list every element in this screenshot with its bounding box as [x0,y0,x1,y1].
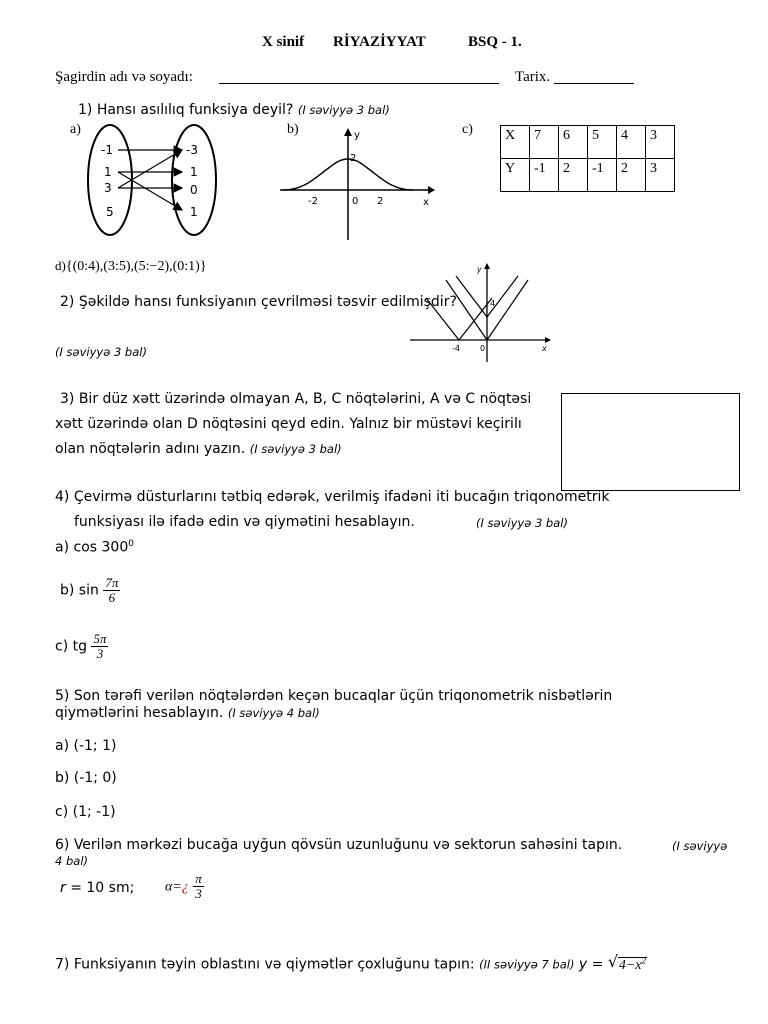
q1-table-x-cell: 3 [646,126,675,159]
q4-c-fraction [91,632,108,661]
q4-a [55,539,134,556]
q1-b-label: b) [287,122,299,137]
test-label: BSQ - 1. [468,34,522,50]
q1-d-line [55,258,207,275]
q3-line3-wrap [55,441,342,457]
q6-note-a: (I səviyyə [672,839,728,853]
q3-answer-box [561,393,740,491]
q1-d-label: d) [55,258,66,273]
q1-a-right-0: -3 [186,143,198,157]
q6-r-value: = 10 sm; [65,880,135,896]
q6-alpha-denominator: 3 [195,886,202,901]
q4-a-text: a) cos 300 [55,539,129,556]
q7-y-eq: y = [578,956,604,973]
q5-line1: 5) Son tərəfi verilən nöqtələrdən keçən bucaqlar üçün triqonometrik nisbətlərin [55,688,613,704]
q4-b-denominator: 6 [108,590,116,605]
q1-xy-table [500,125,675,192]
q4-c-denominator: 3 [96,646,104,661]
q1-a-right-3: 1 [190,205,198,219]
q1-a-label: a) [70,122,81,137]
q1-a-left-1: 1 [104,165,112,179]
grade-label: X sinif [262,34,305,50]
q1-a-left-2: 3 [104,181,112,195]
q7-radicand-wrap [618,957,647,973]
q6-alpha-glyph: ¿ [181,879,189,895]
q1-a-right-2: 0 [190,183,198,197]
q1-c-label: c) [462,122,473,137]
q1-d-set: {(0:4),(3:5),(5:−2),(0:1)} [65,259,207,274]
q5-line2-wrap [55,705,320,721]
q1-a-right-1: 1 [190,165,198,179]
q4-a-degree: 0 [128,539,134,549]
q1-table-y-cell: -1 [588,159,617,192]
q5-note: (I səviyyə 4 bal) [227,706,320,720]
q1-table-x-cell: 7 [530,126,559,159]
q4-b-numerator: 7π [105,575,119,590]
q4-c-text: c) tg [55,638,87,655]
q1-table-y-cell: 3 [646,159,675,192]
q4-line2: funksiyası ilə ifadə edin və qiymətini hesablayın. [74,514,415,530]
q1-table-x-row [501,126,675,159]
q6-alpha-label: α= [165,879,182,895]
q3-line3: olan nöqtələrin adını yazın. [55,441,246,457]
q2-y-label: y [477,265,482,274]
q7-note: (II səviyyə 7 bal) [479,957,575,972]
q1-b-zero: 0 [352,196,359,207]
q6-note-b: 4 bal) [55,854,89,868]
q1-table-x-cell: 6 [559,126,588,159]
q1-table-y-cell: 2 [617,159,646,192]
q5-line2: qiymətlərini hesablayın. [55,705,224,721]
q7-line [55,952,647,974]
q7-sqrt [607,952,647,974]
q6-radius [60,880,134,896]
q1-table-y-cell: 2 [559,159,588,192]
q6-alpha-numerator: π [195,871,202,886]
q2-neg4: -4 [452,344,460,353]
q1-b-pos2: 2 [377,196,384,207]
q1-table-x-cell: 5 [588,126,617,159]
q7-radical-sign: √ [607,952,619,971]
q6-r-var: r [60,880,66,896]
q1-b-x: x [423,197,429,208]
q1-table-x-header: X [501,126,530,159]
q1-table-x-cell: 4 [617,126,646,159]
q1-table-y-cell: -1 [530,159,559,192]
q5-b: b) (-1; 0) [55,770,117,786]
q1-question [78,102,390,118]
q1-bell-graph [278,124,440,242]
q4-b [60,576,120,605]
q6-alpha [165,872,204,901]
q1-note: (I səviyyə 3 bal) [297,103,390,117]
q4-b-text: b) sin [60,582,99,599]
q5-a: a) (-1; 1) [55,738,117,754]
subject-title: RİYAZİYYAT [333,34,426,50]
q2-zero: 0 [480,344,486,353]
q2-x-label: x [542,344,547,353]
q3-line1: 3) Bir düz xətt üzərində olmayan A, B, C nöqtələrini, A və C nöqtəsi [60,391,532,407]
q4-c-numerator: 5π [93,631,107,646]
q2-four: 4 [490,299,496,308]
q7-radicand: 4−x [618,957,642,973]
q1-a-left-0: -1 [101,143,113,157]
q7-text: 7) Funksiyanın təyin oblastını və qiymətlər çoxluğunu tapın: [55,956,475,973]
date-label: Tarix. [515,69,551,85]
q2-v-graph [408,258,553,364]
q1-b-neg2: -2 [308,196,318,207]
q1-text: 1) Hansı asılılıq funksiya deyil? [78,102,294,118]
q3-note: (I səviyyə 3 bal) [249,442,342,456]
student-name-line [219,83,499,84]
q5-c: c) (1; -1) [55,804,116,820]
q4-note: (I səviyyə 3 bal) [476,516,568,530]
q1-b-peak: 2 [350,153,357,164]
student-name-label: Şagirdin adı və soyadı: [55,69,193,85]
q2-text: 2) Şəkildə hansı funksiyanın çevrilməsi təsvir edilmişdir? [60,294,457,310]
q1-table-y-row [501,159,675,192]
q1-a-left-3: 5 [106,205,114,219]
q6-text: 6) Verilən mərkəzi bucağa uyğun qövsün uzunluğunu və sektorun sahəsini tapın. [55,837,623,853]
q2-note: (I səviyyə 3 bal) [55,345,147,359]
q7-exponent: 2 [641,955,646,965]
q1-table-y-header: Y [501,159,530,192]
q1-mapping-diagram [80,122,230,240]
q3-line2: xətt üzərində olan D nöqtəsini qeyd edin. Yalnız bir müstəvi keçirilı [55,416,522,432]
q6-alpha-fraction [193,872,204,901]
q4-c [55,632,108,661]
q1-b-y: y [354,130,360,141]
q4-line1: 4) Çevirmə düsturlarını tətbiq edərək, verilmiş ifadəni iti bucağın triqonometrik [55,489,610,505]
q4-b-fraction [103,576,120,605]
date-line [554,83,634,84]
